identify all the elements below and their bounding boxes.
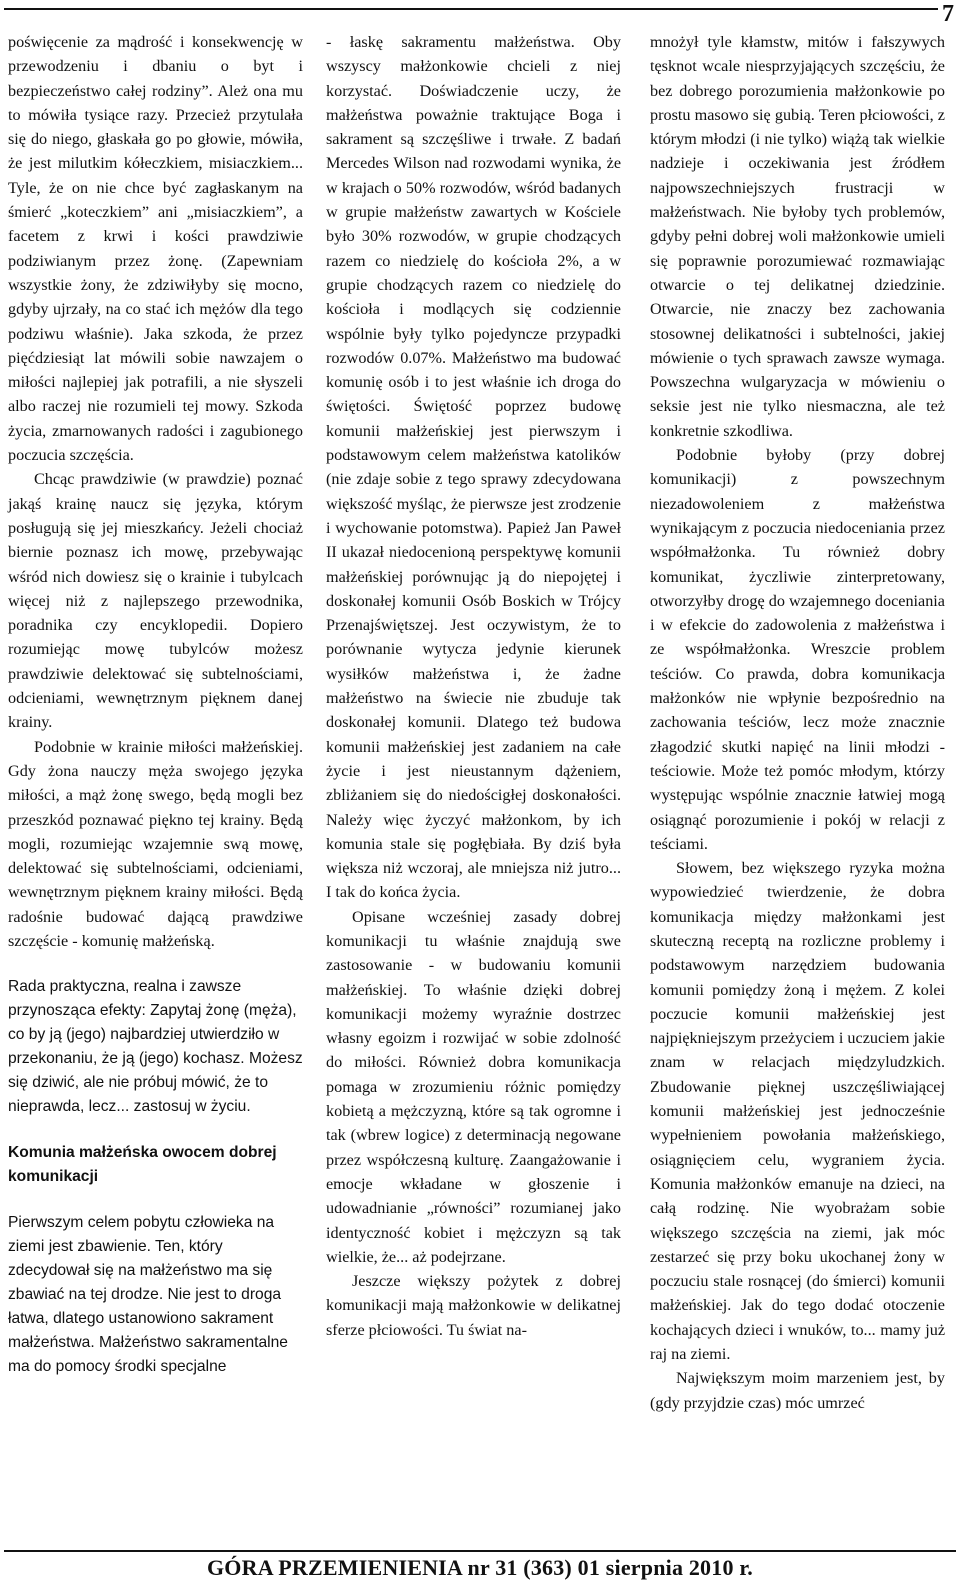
paragraph: Podobnie byłoby (przy dobrej komunikacji) z powszechnym niezadowoleniem z małżeństwa wynikającym z poczucia niedoceniania przez współmałżonka. Tu również dobry komunikat, życzliwie zinterpretowany, otworzyłby drogę do wzajemnego doceniania i w efekcie do zadowolenia z małżeństwa i ze współmałżonka. Wreszcie problem teściów. Co prawda, dobra komunikacja małżonków nie wpłynie bezpośrednio na zachowania teściów, lecz może znacznie złagodzić skutki napięć na linii młodzi - teściowie. Może też pomóc młodym, którzy występując wspólnie znacznie łatwiej mogą osiągnąć porozumienie i pokój w relacji z teściami. — [650, 446, 945, 853]
paragraph: Podobnie w krainie miłości małżeńskiej. Gdy żona nauczy męża swojego języka miłości, a mąż żonę swego, będą mogli bez przeszkód poznawać piękno tej krainy. Będą mogli, rozumiejąc wzajemnie swą mowę, delektować się subtelnościami, odcieniami, wewnętrznym pięknem krainy miłości. Będą radośnie budować dającą prawdziwe szczęście - komunię małżeńską. — [8, 737, 303, 950]
paragraph: Słowem, bez większego ryzyka można wypowiedzieć twierdzenie, że dobra komunikacja między małżonkami jest skuteczną receptą na rozliczne problemy i podstawowym narzędziem budowania komunii pomiędzy żoną i mężem. Z kolei poczucie komunii małżeńskiej jest najpiękniejszym przeżyciem i uczuciem jakie znam w relacjach międzyludzkich. Zbudowanie pięknej uszczęśliwiającej komunii małżeńskiej jest jednocześnie wypełnieniem powołania małżeńskiego, osiągnięciem celu, wygraniem życia. Komunia małżonków emanuje na dzieci, na całą rodzinę. Nie wyobrażam sobie większego szczęścia na ziemi, jak móc zestarzeć się przy boku ukochanej żony w poczuciu stale rosnącej (do śmierci) komunii małżeńskiej. Jak do tego dodać otoczenie kochających dzieci i wnuków, to... mamy już raj na ziemi. — [650, 859, 945, 1364]
paragraph: Największym moim marzeniem jest, by (gdy przyjdzie czas) móc umrzeć — [650, 1369, 945, 1412]
section-heading: Komunia małżeńska owocem dobrej komunikacji — [8, 1144, 277, 1186]
footer-masthead: GÓRA PRZEMIENIENIA nr 31 (363) 01 sierpnia 2010 r. — [207, 1555, 753, 1580]
column-1 — [8, 30, 303, 1379]
paragraph: Chcąc prawdziwie (w prawdzie) poznać jakąś krainę naucz się języka, którym posługują się jej mieszkańcy. Jeżeli chociaż biernie poznasz ich mowę, przebywając wśród nich dowiesz się o krainie i tubylcach więcej niż z najlepszego przewodnika, poradnika czy encyklopedii. Dopiero rozumiejąc mowę tubylców możesz prawdziwie delektować się subtelnościami, odcieniami, wewnętrznym pięknem danej krainy. — [8, 470, 303, 732]
paragraph: Pierwszym celem pobytu człowieka na ziemi jest zbawienie. Ten, który zdecydował się na małżeństwo ma się zbawiać na tej drodze. Nie jest to droga łatwa, dlatego ustanowiono sakrament małżeństwa. Małżeństwo sakramentalne ma do pomocy środki specjalne — [8, 1214, 288, 1376]
page-number: 7 — [942, 1, 954, 27]
column-2 — [326, 30, 621, 1342]
practical-advice: Rada praktyczna, realna i zawsze przynosząca efekty: Zapytaj żonę (męża), co by ją (jego) najbardziej utwierdziło w przekonaniu, że ją (jego) kochasz. Możesz się dziwić, ale nie próbuj mówić, że to nieprawda, lecz... zastosuj w życiu. — [8, 978, 303, 1116]
paragraph: Jeszcze większy pożytek z dobrej komunikacji mają małżonkowie w delikatnej sferze płciowości. Tu świat na- — [326, 1272, 621, 1339]
top-rule — [4, 8, 938, 10]
column-3 — [650, 30, 945, 1415]
paragraph: Opisane wcześniej zasady dobrej komunikacji tu właśnie znajdują swe zastosowanie - w budowaniu komunii małżeńskiej. To właśnie dzięki dobrej komunikacji możemy wyraźnie dostrzec własny egoizm i rozwijać w sobie zdolność do miłości. Również dobra komunikacja pomaga w zrozumieniu różnic pomiędzy kobietą a mężczyzną, które są tak ogromne i tak (wbrew logice) z determinacją negowane przez współczesną kulturę. Zaangażowanie i emocje wkładane w głoszenie i udowadnianie „równości” rozumianej jako identyczność kobiet i mężczyzn są tak wielkie, że... aż podejrzane. — [326, 907, 621, 1266]
bottom-rule — [4, 1550, 956, 1552]
paragraph: mnożył tyle kłamstw, mitów i fałszywych tęsknot wcale niesprzyjających szczęściu, że bez dobrego porozumienia małżonkowie po prostu masowo się gubią. Teren płciowości, z którym młodzi (i nie tylko) wiążą tak wielkie nadzieje i oczekiwania jest źródłem najpowszechniejszych frustracji w małżeństwach. Nie byłoby tych problemów, gdyby pełni dobrej woli małżonkowie umieli się poprawnie porozumiewać rozmawiając otwarcie o tej delikatnej dziedzinie. Otwarcie, nie znaczy bez zachowania stosownej delikatności i subtelności, jakiej mówienie o tych sprawach zawsze wymaga. Powszechna wulgaryzacja w mówieniu o seksie jest nie tylko niesmaczna, ale też konkretnie szkodliwa. — [650, 33, 945, 440]
paragraph: poświęcenie za mądrość i konsekwencję w przewodzeniu i dbaniu o byt i bezpieczeństwo całej rodziny”. Ależ ona mu to mówiła tysiące razy. Przecież przytulała się do niego, głaskała go po głowie, mówiła, że jest milutkim kółeczkiem, misiaczkiem... Tyle, że on nie chce być zagłaskanym na śmierć „koteczkiem” ani „misiaczkiem”, a facetem z krwi i kości prawdziwie podziwianym przez żonę. (Zapewniam wszystkie żony, że zdziwiłyby się mocno, gdyby ujrzały, na co stać ich mężów dla tego podziwu właśnie). Jaka szkoda, że przez pięćdziesiąt lat mówili sobie nawzajem o miłości najlepiej jak potrafili, a nie słyszeli albo raczej nie rozumieli tej mowy. Szkoda życia, zmarnowanych radości i zagubionego poczucia szczęścia. — [8, 33, 303, 465]
paragraph: - łaskę sakramentu małżeństwa. Oby wszyscy małżonkowie chcieli z niej korzystać. Doświadczenie uczy, że małżeństwa poważnie traktujące Boga i sakrament są szczęśliwe i trwałe. Z badań Mercedes Wilson nad rozwodami wynika, że w krajach o 50% rozwodów, wśród badanych w grupie małżeństw zawartych w Kościele było 30% rozwodów, w grupie chodzących razem co niedzielę do kościoła 2%, a w grupie chodzących razem co niedzielę do kościoła i modlących się codziennie wspólnie były tylko pojedyncze przypadki rozwodów 0.07%. Małżeństwo ma budować komunię osób i to jest właśnie ich droga do świętości. Świętość poprzez budowę komunii małżeńskiej jest pierwszym i podstawowym celem małżeństwa katolików (nie zdaje sobie z tego sprawy zdecydowana większość myśląc, że pierwsze jest zrodzenie i wychowanie potomstwa). Papież Jan Paweł II ukazał niedocenioną perspektywę komunii małżeńskiej porównując ją do niepojętej i doskonałej komunii Osób Boskich w Trójcy Przenajświętszej. Jest oczywistym, że to porównanie wytycza jedynie kierunek wysiłków małżeństwa i, że żadne małżeństwo na świecie nie zbuduje tak doskonałej komunii. Dlatego też budowa komunii małżeńskiej jest zadaniem na całe życie i jest nieustannym dążeniem, zbliżaniem się do niedościgłej doskonałości. Należy więc życzyć małżonkom, by ich komunia stale się pogłębiała. By dziś była większa niż wczoraj, ale mniejsza niż jutro... I tak do końca życia. — [326, 33, 621, 902]
